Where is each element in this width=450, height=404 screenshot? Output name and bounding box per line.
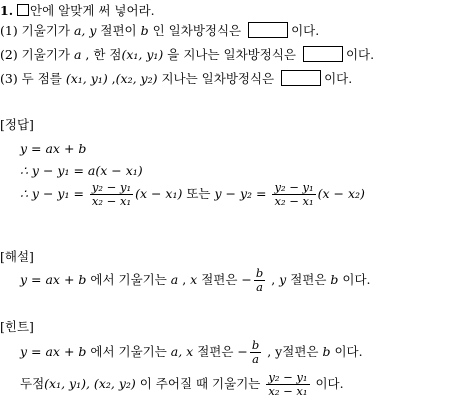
hint-intercept: b (322, 344, 331, 359)
hint-math-1: a, x (170, 344, 194, 359)
answer-tag: [정답] (0, 117, 34, 132)
explain-text-3: 절편은 (286, 272, 331, 287)
hint-end-1: 이다. (330, 344, 363, 359)
item-3-math-2: (x₂, y₂) (115, 71, 158, 86)
item-2-prefix: (2) 기울기가 (0, 47, 74, 62)
hint-fraction-2 (266, 371, 309, 398)
item-2-suffix: 을 지나는 일차방정식은 (163, 47, 300, 62)
fraction-numerator: b (251, 338, 260, 352)
explain-intercept: b (330, 272, 339, 287)
item-2-math-2: (x₁, y₁) (121, 47, 164, 62)
explain-x: x (190, 272, 198, 287)
fraction-denominator: x₂ − x₁ (268, 384, 308, 398)
explanation-line (20, 266, 371, 294)
question-number: 1. (0, 3, 14, 18)
answer-line-1: y = ax + b (20, 141, 87, 156)
answer-line-3-post: (x − x₁) (135, 186, 183, 201)
hint-eq: y = ax + b (20, 344, 87, 359)
answer-line-3b-pre: y − y₂ = (214, 186, 271, 201)
hint-line-2 (20, 370, 344, 398)
fraction-denominator: x₂ − x₁ (274, 194, 314, 208)
hint-fraction-1 (250, 339, 261, 366)
blank-box-icon (17, 4, 29, 16)
answer-fraction-1 (90, 181, 133, 208)
hint-text-1: 에서 기울기는 (86, 344, 171, 359)
item-3-mid: , (107, 71, 116, 86)
question-item-2 (0, 46, 374, 64)
question-item-1 (0, 22, 319, 40)
explain-sep-2: , (267, 272, 280, 287)
item-1-math-1: a, y (73, 23, 97, 38)
hint-text-4: 두점 (20, 376, 45, 391)
item-3-math-1: (x₁, y₁) (65, 71, 108, 86)
item-1-end: 이다. (291, 23, 320, 38)
hint-tag: [힌트] (0, 319, 34, 334)
item-2-mid: , 한 점 (81, 47, 122, 62)
explain-eq: y = ax + b (20, 272, 87, 287)
item-2-end: 이다. (345, 47, 375, 62)
explain-text-1: 에서 기울기는 (86, 272, 171, 287)
item-3-end: 이다. (324, 71, 353, 86)
item-3-prefix: (3) 두 점를 (0, 71, 66, 86)
hint-text-3: , y절편은 (263, 344, 323, 359)
fraction-denominator: x₂ − x₁ (91, 194, 132, 208)
item-1-mid: 절편이 (96, 23, 141, 38)
fraction-numerator: b (255, 266, 264, 280)
fraction-numerator: y₂ − y₁ (274, 180, 314, 194)
answer-line-3 (20, 181, 365, 208)
item-1-prefix: (1) 기울기가 (0, 23, 74, 38)
question-header (0, 2, 155, 20)
fraction-denominator: a (256, 280, 263, 294)
explain-slope: a (170, 272, 179, 287)
hint-end-2: 이다. (311, 376, 344, 391)
fraction-numerator: y₂ − y₁ (268, 370, 308, 384)
question-text: 안에 알맞게 써 넣어라. (30, 3, 155, 18)
hint-points: (x₁, y₁), (x₂, y₂) (44, 376, 136, 391)
explain-end: 이다. (338, 272, 371, 287)
answer-blank-3[interactable] (281, 70, 321, 86)
answer-line-2: ∴ y − y₁ = a(x − x₁) (20, 163, 143, 178)
explain-sep-1: , (178, 272, 191, 287)
hint-line-1 (20, 339, 363, 366)
item-2-math-1: a (73, 47, 82, 62)
hint-text-2: 절편은 − (193, 344, 248, 359)
item-1-math-2: b (140, 23, 149, 38)
answer-line-3b-post: (x − x₂) (317, 186, 365, 201)
explain-fraction (254, 267, 265, 294)
item-3-suffix: 지나는 일차방정식은 (157, 71, 279, 86)
answer-blank-2[interactable] (303, 46, 343, 62)
item-1-suffix: 인 일차방정식은 (148, 23, 246, 38)
fraction-numerator: y₂ − y₁ (91, 180, 132, 194)
explain-text-2: 절편은 − (197, 272, 252, 287)
explanation-tag: [해설] (0, 249, 34, 264)
answer-or: 또는 (182, 186, 215, 201)
hint-text-5: 이 주어질 때 기울기는 (135, 376, 265, 391)
explain-y: y (279, 272, 287, 287)
fraction-denominator: a (252, 352, 259, 366)
question-item-3 (0, 70, 352, 88)
answer-line-3-pre: ∴ y − y₁ = (20, 186, 88, 201)
answer-fraction-2 (272, 181, 315, 208)
answer-blank-1[interactable] (248, 22, 288, 38)
